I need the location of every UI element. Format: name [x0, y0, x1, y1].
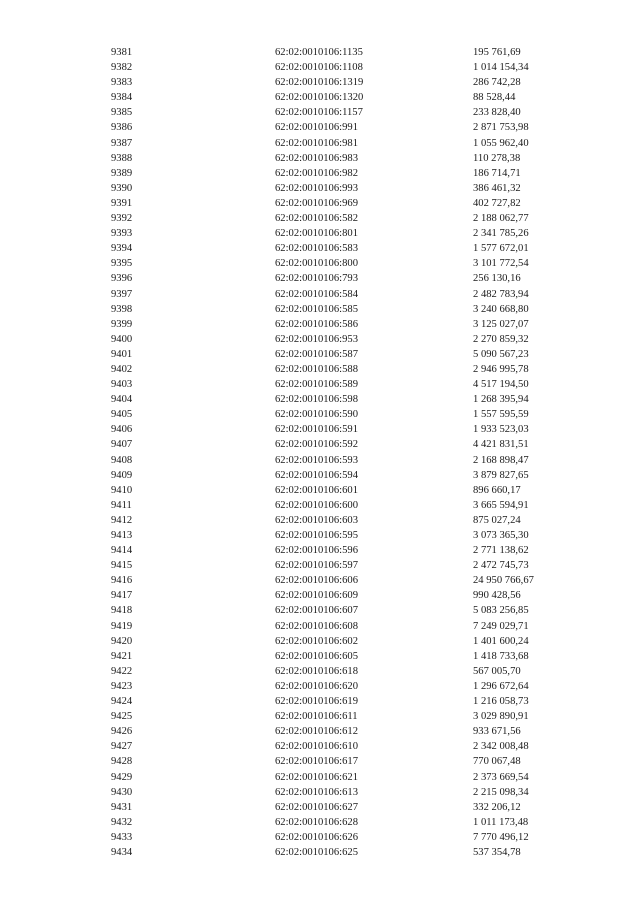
- table-row: [111, 407, 581, 422]
- row-number: 9424: [111, 696, 133, 708]
- cadastral-number: 62:02:0010106:588: [275, 363, 358, 375]
- table-row: [111, 60, 581, 75]
- row-number: 9431: [111, 801, 133, 813]
- table-row: [111, 302, 581, 317]
- cadastral-value: 1 216 058,73: [473, 696, 529, 708]
- cadastral-value: 386 461,32: [473, 182, 521, 194]
- cadastral-value: 5 083 256,85: [473, 605, 529, 617]
- cadastral-value: 2 771 138,62: [473, 545, 529, 557]
- row-number: 9405: [111, 409, 133, 421]
- cadastral-number: 62:02:0010106:602: [275, 635, 358, 647]
- cadastral-number: 62:02:0010106:981: [275, 137, 358, 149]
- row-number: 9419: [111, 620, 133, 632]
- cadastral-number: 62:02:0010106:583: [275, 243, 358, 255]
- table-row: [111, 709, 581, 724]
- cadastral-value: 1 011 173,48: [473, 816, 529, 828]
- cadastral-value: 3 125 027,07: [473, 318, 529, 330]
- row-number: 9410: [111, 484, 133, 496]
- cadastral-number: 62:02:0010106:592: [275, 439, 358, 451]
- cadastral-value: 1 268 395,94: [473, 394, 529, 406]
- table-row: [111, 437, 581, 452]
- table-row: [111, 513, 581, 528]
- table-row: [111, 634, 581, 649]
- cadastral-number: 62:02:0010106:625: [275, 846, 358, 858]
- cadastral-value: 875 027,24: [473, 514, 521, 526]
- cadastral-value: 24 950 766,67: [473, 575, 534, 587]
- cadastral-number: 62:02:0010106:591: [275, 424, 358, 436]
- cadastral-value: 3 240 668,80: [473, 303, 529, 315]
- table-row: [111, 724, 581, 739]
- row-number: 9415: [111, 560, 133, 572]
- row-number: 9411: [111, 499, 132, 511]
- cadastral-value: 2 341 785,26: [473, 228, 529, 240]
- row-number: 9406: [111, 424, 133, 436]
- cadastral-value: 2 946 995,78: [473, 363, 529, 375]
- cadastral-number: 62:02:0010106:609: [275, 590, 358, 602]
- row-number: 9398: [111, 303, 133, 315]
- row-number: 9423: [111, 680, 133, 692]
- table-row: [111, 619, 581, 634]
- table-row: [111, 739, 581, 754]
- cadastral-value: 1 055 962,40: [473, 137, 529, 149]
- cadastral-value: 2 168 898,47: [473, 454, 529, 466]
- cadastral-value: 3 073 365,30: [473, 530, 529, 541]
- row-number: 9427: [111, 741, 133, 753]
- row-number: 9384: [111, 92, 133, 104]
- cadastral-value: 256 130,16: [473, 273, 521, 285]
- cadastral-value: 1 418 733,68: [473, 650, 529, 662]
- row-number: 9404: [111, 394, 133, 406]
- row-number: 9426: [111, 726, 133, 738]
- table-row: [111, 830, 581, 845]
- cadastral-value: 537 354,78: [473, 846, 521, 858]
- row-number: 9389: [111, 167, 133, 179]
- row-number: 9434: [111, 846, 133, 858]
- cadastral-number: 62:02:0010106:619: [275, 696, 358, 708]
- cadastral-value: 896 660,17: [473, 484, 521, 496]
- cadastral-value: 933 671,56: [473, 726, 521, 738]
- cadastral-number: 62:02:0010106:603: [275, 514, 358, 526]
- table-row: [111, 754, 581, 769]
- cadastral-number: 62:02:0010106:611: [275, 711, 358, 723]
- cadastral-number: 62:02:0010106:605: [275, 650, 358, 662]
- table-row: [111, 90, 581, 105]
- row-number: 9417: [111, 590, 133, 602]
- cadastral-value: 88 528,44: [473, 92, 516, 104]
- row-number: 9428: [111, 756, 133, 768]
- cadastral-number: 62:02:0010106:793: [275, 273, 358, 285]
- data-table: [111, 45, 581, 860]
- table-row: [111, 151, 581, 166]
- row-number: 9413: [111, 530, 133, 541]
- table-row: [111, 241, 581, 256]
- cadastral-value: 3 665 594,91: [473, 499, 529, 511]
- table-row: [111, 845, 581, 860]
- cadastral-value: 1 296 672,64: [473, 680, 529, 692]
- row-number: 9425: [111, 711, 133, 723]
- cadastral-value: 1 557 595,59: [473, 409, 529, 421]
- table-row: [111, 422, 581, 437]
- row-number: 9388: [111, 152, 133, 164]
- cadastral-number: 62:02:0010106:983: [275, 152, 358, 164]
- cadastral-number: 62:02:0010106:600: [275, 499, 358, 511]
- cadastral-value: 567 005,70: [473, 665, 521, 677]
- cadastral-value: 286 742,28: [473, 77, 521, 89]
- table-row: [111, 453, 581, 468]
- table-row: [111, 573, 581, 588]
- row-number: 9387: [111, 137, 133, 149]
- cadastral-number: 62:02:0010106:596: [275, 545, 358, 557]
- cadastral-value: 3 879 827,65: [473, 469, 529, 481]
- cadastral-value: 7 249 029,71: [473, 620, 529, 632]
- cadastral-value: 770 067,48: [473, 756, 521, 768]
- row-number: 9402: [111, 363, 133, 375]
- cadastral-number: 62:02:0010106:590: [275, 409, 358, 421]
- cadastral-value: 2 482 783,94: [473, 288, 529, 300]
- cadastral-number: 62:02:0010106:621: [275, 771, 358, 783]
- cadastral-value: 1 401 600,24: [473, 635, 529, 647]
- row-number: 9403: [111, 379, 133, 391]
- row-number: 9399: [111, 318, 133, 330]
- cadastral-value: 1 933 523,03: [473, 424, 529, 436]
- cadastral-number: 62:02:0010106:613: [275, 786, 358, 798]
- row-number: 9421: [111, 650, 133, 662]
- table-row: [111, 332, 581, 347]
- table-row: [111, 105, 581, 120]
- table-row: [111, 528, 581, 543]
- row-number: 9407: [111, 439, 133, 451]
- cadastral-number: 62:02:0010106:801: [275, 228, 358, 240]
- table-row: [111, 679, 581, 694]
- cadastral-number: 62:02:0010106:1108: [275, 62, 363, 74]
- cadastral-value: 4 421 831,51: [473, 439, 529, 451]
- row-number: 9382: [111, 62, 133, 74]
- row-number: 9416: [111, 575, 133, 587]
- table-row: [111, 468, 581, 483]
- cadastral-number: 62:02:0010106:593: [275, 454, 358, 466]
- cadastral-number: 62:02:0010106:626: [275, 831, 358, 843]
- table-row: [111, 166, 581, 181]
- cadastral-number: 62:02:0010106:589: [275, 379, 358, 391]
- cadastral-number: 62:02:0010106:628: [275, 816, 358, 828]
- row-number: 9432: [111, 816, 133, 828]
- row-number: 9386: [111, 122, 133, 134]
- table-row: [111, 317, 581, 332]
- table-row: [111, 45, 581, 60]
- cadastral-number: 62:02:0010106:993: [275, 182, 358, 194]
- table-row: [111, 694, 581, 709]
- row-number: 9401: [111, 348, 133, 360]
- cadastral-number: 62:02:0010106:1135: [275, 47, 363, 58]
- table-row: [111, 362, 581, 377]
- cadastral-number: 62:02:0010106:584: [275, 288, 358, 300]
- cadastral-value: 3 101 772,54: [473, 258, 529, 270]
- table-row: [111, 649, 581, 664]
- row-number: 9414: [111, 545, 133, 557]
- cadastral-value: 332 206,12: [473, 801, 521, 813]
- table-row: [111, 120, 581, 135]
- cadastral-number: 62:02:0010106:991: [275, 122, 358, 134]
- cadastral-value: 2 342 008,48: [473, 741, 529, 753]
- table-row: [111, 377, 581, 392]
- table-row: [111, 543, 581, 558]
- cadastral-number: 62:02:0010106:800: [275, 258, 358, 270]
- table-row: [111, 558, 581, 573]
- row-number: 9418: [111, 605, 133, 617]
- table-row: [111, 800, 581, 815]
- cadastral-value: 2 270 859,32: [473, 333, 529, 345]
- row-number: 9391: [111, 197, 133, 209]
- cadastral-number: 62:02:0010106:608: [275, 620, 358, 632]
- cadastral-number: 62:02:0010106:618: [275, 665, 358, 677]
- row-number: 9422: [111, 665, 133, 677]
- row-number: 9408: [111, 454, 133, 466]
- row-number: 9420: [111, 635, 133, 647]
- table-row: [111, 271, 581, 286]
- cadastral-value: 402 727,82: [473, 197, 521, 209]
- cadastral-number: 62:02:0010106:969: [275, 197, 358, 209]
- row-number: 9430: [111, 786, 133, 798]
- cadastral-number: 62:02:0010106:594: [275, 469, 358, 481]
- cadastral-value: 7 770 496,12: [473, 831, 529, 843]
- table-row: [111, 603, 581, 618]
- cadastral-number: 62:02:0010106:601: [275, 484, 358, 496]
- cadastral-number: 62:02:0010106:598: [275, 394, 358, 406]
- cadastral-value: 5 090 567,23: [473, 348, 529, 360]
- table-row: [111, 136, 581, 151]
- cadastral-number: 62:02:0010106:953: [275, 333, 358, 345]
- cadastral-value: 1 014 154,34: [473, 62, 529, 74]
- row-number: 9397: [111, 288, 133, 300]
- table-row: [111, 770, 581, 785]
- cadastral-number: 62:02:0010106:617: [275, 756, 358, 768]
- row-number: 9383: [111, 77, 133, 89]
- cadastral-value: 195 761,69: [473, 47, 521, 58]
- cadastral-value: 4 517 194,50: [473, 379, 529, 391]
- row-number: 9433: [111, 831, 133, 843]
- cadastral-number: 62:02:0010106:595: [275, 530, 358, 541]
- table-row: [111, 815, 581, 830]
- row-number: 9390: [111, 182, 133, 194]
- cadastral-value: 990 428,56: [473, 590, 521, 602]
- table-row: [111, 75, 581, 90]
- row-number: 9400: [111, 333, 133, 345]
- cadastral-number: 62:02:0010106:606: [275, 575, 358, 587]
- cadastral-number: 62:02:0010106:1157: [275, 107, 363, 119]
- cadastral-value: 110 278,38: [473, 152, 521, 164]
- cadastral-number: 62:02:0010106:582: [275, 213, 358, 225]
- row-number: 9409: [111, 469, 133, 481]
- cadastral-number: 62:02:0010106:620: [275, 680, 358, 692]
- table-row: [111, 392, 581, 407]
- cadastral-value: 2 188 062,77: [473, 213, 529, 225]
- cadastral-value: 2 373 669,54: [473, 771, 529, 783]
- row-number: 9396: [111, 273, 133, 285]
- row-number: 9393: [111, 228, 133, 240]
- table-row: [111, 226, 581, 241]
- cadastral-number: 62:02:0010106:597: [275, 560, 358, 572]
- row-number: 9429: [111, 771, 133, 783]
- table-row: [111, 785, 581, 800]
- table-row: [111, 347, 581, 362]
- cadastral-number: 62:02:0010106:1320: [275, 92, 364, 104]
- cadastral-value: 233 828,40: [473, 107, 521, 119]
- table-row: [111, 211, 581, 226]
- table-row: [111, 196, 581, 211]
- row-number: 9385: [111, 107, 133, 119]
- table-row: [111, 664, 581, 679]
- cadastral-value: 2 871 753,98: [473, 122, 529, 134]
- table-row: [111, 498, 581, 513]
- cadastral-value: 1 577 672,01: [473, 243, 529, 255]
- row-number: 9392: [111, 213, 133, 225]
- cadastral-value: 186 714,71: [473, 167, 521, 179]
- cadastral-value: 3 029 890,91: [473, 711, 529, 723]
- table-row: [111, 287, 581, 302]
- cadastral-value: 2 472 745,73: [473, 560, 529, 572]
- cadastral-number: 62:02:0010106:586: [275, 318, 358, 330]
- row-number: 9381: [111, 47, 133, 58]
- row-number: 9395: [111, 258, 133, 270]
- cadastral-number: 62:02:0010106:982: [275, 167, 358, 179]
- table-row: [111, 181, 581, 196]
- cadastral-number: 62:02:0010106:1319: [275, 77, 364, 89]
- cadastral-number: 62:02:0010106:585: [275, 303, 358, 315]
- cadastral-number: 62:02:0010106:607: [275, 605, 358, 617]
- cadastral-number: 62:02:0010106:612: [275, 726, 358, 738]
- cadastral-number: 62:02:0010106:587: [275, 348, 358, 360]
- table-row: [111, 256, 581, 271]
- table-row: [111, 483, 581, 498]
- cadastral-value: 2 215 098,34: [473, 786, 529, 798]
- row-number: 9394: [111, 243, 133, 255]
- cadastral-number: 62:02:0010106:627: [275, 801, 358, 813]
- cadastral-number: 62:02:0010106:610: [275, 741, 358, 753]
- row-number: 9412: [111, 514, 133, 526]
- table-row: [111, 588, 581, 603]
